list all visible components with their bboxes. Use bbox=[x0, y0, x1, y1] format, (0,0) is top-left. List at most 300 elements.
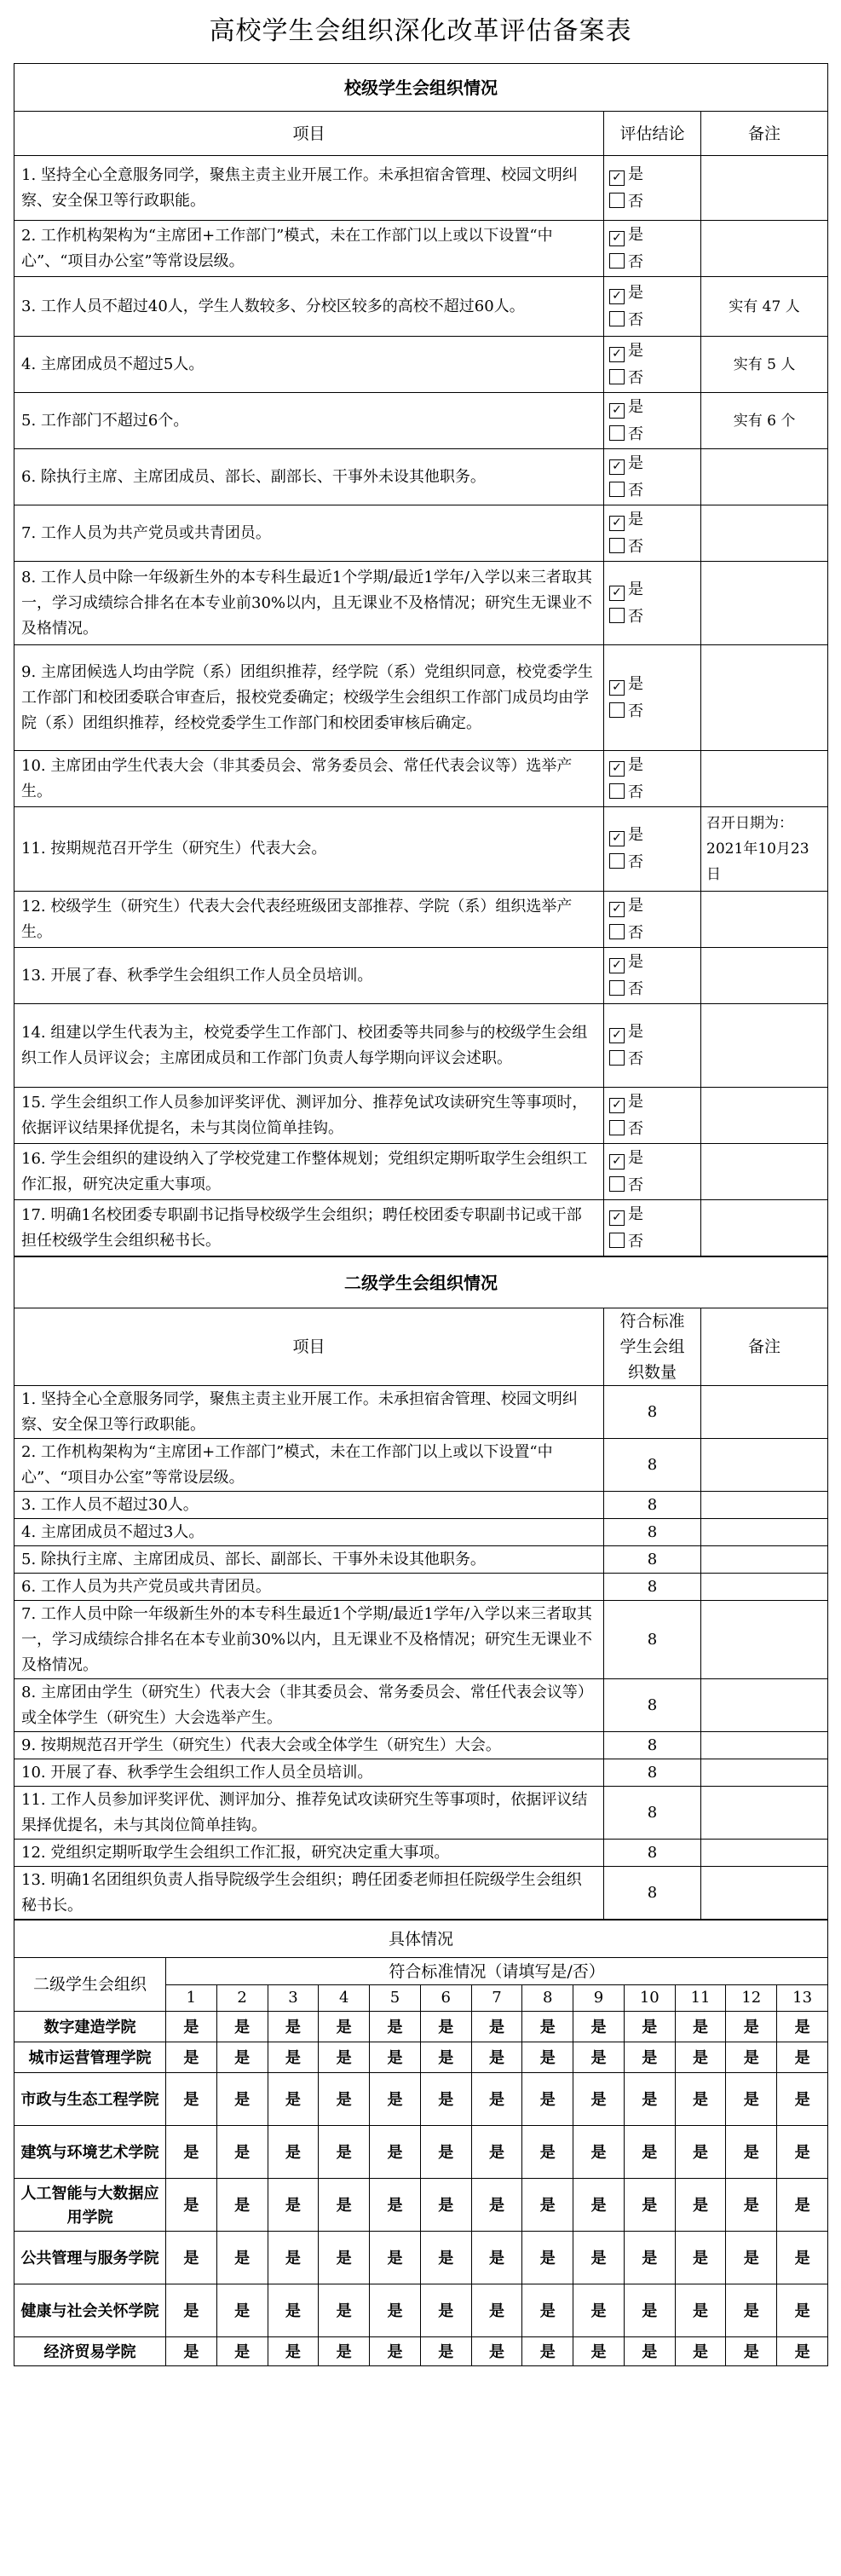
yes-label: 是 bbox=[628, 952, 643, 971]
section3-cell[interactable]: 是 bbox=[573, 2337, 625, 2366]
section3-cell[interactable]: 是 bbox=[726, 2126, 777, 2179]
section3-cell[interactable]: 是 bbox=[319, 2337, 370, 2366]
section3-cell[interactable]: 是 bbox=[319, 2126, 370, 2179]
section3-cell[interactable]: 是 bbox=[319, 2284, 370, 2337]
yes-option[interactable] bbox=[609, 576, 695, 604]
section1-row-eval bbox=[604, 562, 701, 645]
section3-cell[interactable]: 是 bbox=[573, 2042, 625, 2073]
section3-cell[interactable]: 是 bbox=[166, 2126, 217, 2179]
college-name: 健康与社会关怀学院 bbox=[14, 2284, 166, 2337]
section3-cell[interactable]: 是 bbox=[420, 2012, 471, 2042]
section2-title: 二级学生会组织情况 bbox=[14, 1257, 828, 1308]
section1-row-note bbox=[701, 1144, 828, 1200]
section2-row-text: 8. 主席团由学生（研究生）代表大会（非其委员会、常务委员会、常任代表会议等）或全体学生（研究生）大会选举产生。 bbox=[14, 1679, 604, 1732]
section1-row-note: 实有 5 人 bbox=[701, 337, 828, 393]
section2-row bbox=[14, 1679, 828, 1732]
no-option[interactable] bbox=[609, 779, 695, 806]
college-name: 公共管理与服务学院 bbox=[14, 2232, 166, 2284]
section1-row bbox=[14, 645, 828, 751]
section2-row-note bbox=[701, 1759, 828, 1787]
section3-cell[interactable]: 是 bbox=[370, 2012, 421, 2042]
section2-row-note bbox=[701, 1787, 828, 1840]
section3-title: 具体情况 bbox=[14, 1920, 828, 1958]
no-option[interactable] bbox=[609, 1046, 695, 1073]
checked-box-icon[interactable]: ✓ bbox=[609, 1028, 625, 1043]
section3-cell[interactable]: 是 bbox=[166, 2232, 217, 2284]
section1-row-eval bbox=[604, 1004, 701, 1088]
section1-row-text: 3. 工作人员不超过40人，学生人数较多、分校区较多的高校不超过60人。 bbox=[14, 277, 604, 337]
section3-cell[interactable]: 是 bbox=[166, 2284, 217, 2337]
section3-cell[interactable]: 是 bbox=[268, 2042, 319, 2073]
section3-cell[interactable]: 是 bbox=[522, 2012, 573, 2042]
unchecked-box-icon[interactable] bbox=[609, 1120, 625, 1135]
section3-row-header: 二级学生会组织 bbox=[14, 1958, 166, 2012]
unchecked-box-icon[interactable] bbox=[609, 1233, 625, 1248]
section3-cell[interactable]: 是 bbox=[675, 2179, 726, 2232]
section1-row-eval bbox=[604, 751, 701, 807]
section1-row-eval bbox=[604, 449, 701, 505]
checked-box-icon[interactable]: ✓ bbox=[609, 680, 625, 696]
no-option[interactable] bbox=[609, 365, 695, 392]
section1-row-text: 13. 开展了春、秋季学生会组织工作人员全员培训。 bbox=[14, 948, 604, 1004]
section1-row-note: 实有 6 个 bbox=[701, 393, 828, 449]
section3-cell[interactable]: 是 bbox=[420, 2126, 471, 2179]
yes-label: 是 bbox=[628, 826, 643, 844]
yes-option[interactable] bbox=[609, 161, 695, 188]
section3-cell[interactable]: 是 bbox=[166, 2012, 217, 2042]
section2-row-note bbox=[701, 1439, 828, 1492]
section1-row-eval bbox=[604, 1088, 701, 1144]
section1-row bbox=[14, 393, 828, 449]
checked-box-icon[interactable]: ✓ bbox=[609, 1210, 625, 1226]
section2-row-text: 9. 按期规范召开学生（研究生）代表大会或全体学生（研究生）大会。 bbox=[14, 1732, 604, 1759]
section3-cell[interactable]: 是 bbox=[573, 2284, 625, 2337]
section3-cell[interactable]: 是 bbox=[573, 2126, 625, 2179]
section2-row-note bbox=[701, 1840, 828, 1867]
section3-cell[interactable]: 是 bbox=[370, 2232, 421, 2284]
section3-cell[interactable]: 是 bbox=[777, 2126, 828, 2179]
no-option[interactable] bbox=[609, 249, 695, 276]
section3-col-number: 12 bbox=[726, 1985, 777, 2012]
section3-cell[interactable]: 是 bbox=[370, 2126, 421, 2179]
yes-option[interactable] bbox=[609, 222, 695, 249]
section3-cell[interactable]: 是 bbox=[319, 2012, 370, 2042]
section3-cell[interactable]: 是 bbox=[726, 2012, 777, 2042]
section1-row-note bbox=[701, 1200, 828, 1256]
yes-option[interactable] bbox=[609, 892, 695, 920]
section2-row bbox=[14, 1867, 828, 1920]
section3-cell[interactable]: 是 bbox=[573, 2073, 625, 2126]
section2-row bbox=[14, 1519, 828, 1546]
section2-row-text: 11. 工作人员参加评奖评优、测评加分、推荐免试攻读研究生等事项时，依据评议结果择优提名，未与其岗位简单挂钩。 bbox=[14, 1787, 604, 1840]
section2-row-count: 8 bbox=[604, 1759, 701, 1787]
section3-cell[interactable]: 是 bbox=[624, 2073, 675, 2126]
yes-option[interactable] bbox=[609, 822, 695, 849]
section2-row-count: 8 bbox=[604, 1574, 701, 1601]
section3-cell[interactable]: 是 bbox=[370, 2179, 421, 2232]
section3-cell[interactable]: 是 bbox=[471, 2126, 522, 2179]
section1-row-eval bbox=[604, 221, 701, 277]
yes-option[interactable] bbox=[609, 1089, 695, 1116]
section3-cell[interactable]: 是 bbox=[675, 2126, 726, 2179]
section3-cell[interactable]: 是 bbox=[166, 2179, 217, 2232]
section1-row-text: 9. 主席团候选人均由学院（系）团组织推荐，经学院（系）党组织同意，校党委学生工作部门和校团委联合审查后，报校党委确定；校级学生会组织工作部门成员均由学院（系）团组织推荐，经校党委学生工作部门和校团委审核后确定。 bbox=[14, 645, 604, 751]
section2-row-text: 12. 党组织定期听取学生会组织工作汇报，研究决定重大事项。 bbox=[14, 1840, 604, 1867]
detail-table bbox=[14, 1920, 828, 2366]
section3-col-number: 4 bbox=[319, 1985, 370, 2012]
section3-cell[interactable]: 是 bbox=[319, 2073, 370, 2126]
no-label: 否 bbox=[628, 979, 643, 998]
section3-cell[interactable]: 是 bbox=[726, 2284, 777, 2337]
section1-row-text: 8. 工作人员中除一年级新生外的本专科生最近1个学期/最近1学年/入学以来三者取其一，学习成绩综合排名在本专业前30%以内，且无课业不及格情况；研究生无课业不及格情况。 bbox=[14, 562, 604, 645]
checked-box-icon[interactable]: ✓ bbox=[609, 231, 625, 246]
section3-cell[interactable]: 是 bbox=[216, 2284, 268, 2337]
section1-row-text: 16. 学生会组织的建设纳入了学校党建工作整体规划；党组织定期听取学生会组织工作汇报，研究决定重大事项。 bbox=[14, 1144, 604, 1200]
section3-cell[interactable]: 是 bbox=[573, 2012, 625, 2042]
section3-cell[interactable]: 是 bbox=[522, 2337, 573, 2366]
checked-box-icon[interactable]: ✓ bbox=[609, 170, 625, 186]
unchecked-box-icon[interactable] bbox=[609, 369, 625, 384]
section3-cell[interactable]: 是 bbox=[726, 2232, 777, 2284]
section3-cell[interactable]: 是 bbox=[216, 2232, 268, 2284]
checked-box-icon[interactable]: ✓ bbox=[609, 902, 625, 917]
section1-row bbox=[14, 337, 828, 393]
section3-col-number: 13 bbox=[777, 1985, 828, 2012]
yes-option[interactable] bbox=[609, 450, 695, 477]
yes-option[interactable] bbox=[609, 1201, 695, 1228]
yes-label: 是 bbox=[628, 165, 643, 183]
section1-row-eval bbox=[604, 892, 701, 948]
college-name: 建筑与环境艺术学院 bbox=[14, 2126, 166, 2179]
unchecked-box-icon[interactable] bbox=[609, 538, 625, 553]
section1-row bbox=[14, 449, 828, 505]
no-label: 否 bbox=[628, 537, 643, 556]
section1-row bbox=[14, 277, 828, 337]
checked-box-icon[interactable]: ✓ bbox=[609, 289, 625, 304]
section3-cell[interactable]: 是 bbox=[777, 2012, 828, 2042]
section1-row-eval bbox=[604, 156, 701, 221]
section2-row-note bbox=[701, 1679, 828, 1732]
section3-cell[interactable]: 是 bbox=[166, 2073, 217, 2126]
section3-cell[interactable]: 是 bbox=[471, 2012, 522, 2042]
college-name: 经济贸易学院 bbox=[14, 2337, 166, 2366]
checked-box-icon[interactable]: ✓ bbox=[609, 516, 625, 531]
no-option[interactable] bbox=[609, 1172, 695, 1199]
section1-row-text: 10. 主席团由学生代表大会（非其委员会、常务委员会、常任代表会议等）选举产生。 bbox=[14, 751, 604, 807]
no-option[interactable] bbox=[609, 421, 695, 448]
yes-option[interactable] bbox=[609, 1019, 695, 1046]
section3-cell[interactable]: 是 bbox=[216, 2012, 268, 2042]
section3-cell[interactable]: 是 bbox=[624, 2232, 675, 2284]
section3-cell[interactable]: 是 bbox=[777, 2073, 828, 2126]
section3-cell[interactable]: 是 bbox=[522, 2179, 573, 2232]
section3-college-row bbox=[14, 2126, 828, 2179]
section1-row bbox=[14, 948, 828, 1004]
section1-row-eval bbox=[604, 807, 701, 892]
section1-row-text: 7. 工作人员为共产党员或共青团员。 bbox=[14, 505, 604, 562]
checked-box-icon[interactable]: ✓ bbox=[609, 586, 625, 601]
unchecked-box-icon[interactable] bbox=[609, 425, 625, 441]
section3-cell[interactable]: 是 bbox=[370, 2337, 421, 2366]
section2-row-text: 1. 坚持全心全意服务同学，聚焦主责主业开展工作。未承担宿舍管理、校园文明纠察、安全保卫等行政职能。 bbox=[14, 1386, 604, 1439]
section1-row-note bbox=[701, 505, 828, 562]
section1-row-note bbox=[701, 892, 828, 948]
section3-cell[interactable]: 是 bbox=[471, 2337, 522, 2366]
checked-box-icon[interactable]: ✓ bbox=[609, 958, 625, 973]
section3-cell[interactable]: 是 bbox=[726, 2337, 777, 2366]
checked-box-icon[interactable]: ✓ bbox=[609, 403, 625, 419]
section3-cell[interactable]: 是 bbox=[268, 2284, 319, 2337]
section2-row-count: 8 bbox=[604, 1439, 701, 1492]
no-option[interactable] bbox=[609, 976, 695, 1003]
no-option[interactable] bbox=[609, 307, 695, 334]
section2-row bbox=[14, 1386, 828, 1439]
yes-option[interactable] bbox=[609, 752, 695, 779]
section3-cell[interactable]: 是 bbox=[675, 2284, 726, 2337]
section3-cell[interactable]: 是 bbox=[624, 2126, 675, 2179]
no-label: 否 bbox=[628, 192, 643, 211]
section1-row-note bbox=[701, 645, 828, 751]
checked-box-icon[interactable]: ✓ bbox=[609, 459, 625, 475]
section3-cell[interactable]: 是 bbox=[268, 2232, 319, 2284]
section3-cell[interactable]: 是 bbox=[522, 2126, 573, 2179]
no-option[interactable] bbox=[609, 534, 695, 561]
yes-label: 是 bbox=[628, 1204, 643, 1223]
yes-label: 是 bbox=[628, 510, 643, 528]
section1-row-eval bbox=[604, 1200, 701, 1256]
section1-row-eval bbox=[604, 337, 701, 393]
section3-cell[interactable]: 是 bbox=[216, 2042, 268, 2073]
section3-cell[interactable]: 是 bbox=[370, 2073, 421, 2126]
section2-row bbox=[14, 1787, 828, 1840]
section3-cell[interactable]: 是 bbox=[777, 2042, 828, 2073]
section1-row-text: 17. 明确1名校团委专职副书记指导校级学生会组织；聘任校团委专职副书记或干部担任校级学生会组织秘书长。 bbox=[14, 1200, 604, 1256]
section3-cell[interactable]: 是 bbox=[166, 2337, 217, 2366]
section3-cell[interactable]: 是 bbox=[268, 2012, 319, 2042]
section3-cell[interactable]: 是 bbox=[420, 2042, 471, 2073]
yes-option[interactable] bbox=[609, 506, 695, 534]
unchecked-box-icon[interactable] bbox=[609, 924, 625, 939]
section3-cell[interactable]: 是 bbox=[216, 2337, 268, 2366]
section2-row-text: 13. 明确1名团组织负责人指导院级学生会组织；聘任团委老师担任院级学生会组织秘书长。 bbox=[14, 1867, 604, 1920]
no-label: 否 bbox=[628, 310, 643, 329]
section3-cell[interactable]: 是 bbox=[522, 2284, 573, 2337]
section3-cell[interactable]: 是 bbox=[216, 2073, 268, 2126]
section1-row-note bbox=[701, 449, 828, 505]
no-label: 否 bbox=[628, 368, 643, 387]
section3-cell[interactable]: 是 bbox=[471, 2073, 522, 2126]
section3-cell[interactable]: 是 bbox=[420, 2337, 471, 2366]
yes-option[interactable] bbox=[609, 280, 695, 307]
unchecked-box-icon[interactable] bbox=[609, 853, 625, 869]
section3-cell[interactable]: 是 bbox=[268, 2337, 319, 2366]
section2-row-note bbox=[701, 1492, 828, 1519]
section2-row-note bbox=[701, 1574, 828, 1601]
section3-cell[interactable]: 是 bbox=[624, 2179, 675, 2232]
unchecked-box-icon[interactable] bbox=[609, 193, 625, 208]
section3-cell[interactable]: 是 bbox=[624, 2012, 675, 2042]
no-label: 否 bbox=[628, 853, 643, 871]
section3-cell[interactable]: 是 bbox=[319, 2232, 370, 2284]
section3-cell[interactable]: 是 bbox=[675, 2073, 726, 2126]
yes-option[interactable] bbox=[609, 949, 695, 976]
yes-option[interactable] bbox=[609, 1145, 695, 1172]
section3-cell[interactable]: 是 bbox=[420, 2179, 471, 2232]
unchecked-box-icon[interactable] bbox=[609, 783, 625, 799]
section3-cell[interactable]: 是 bbox=[471, 2284, 522, 2337]
section3-cell[interactable]: 是 bbox=[420, 2073, 471, 2126]
section3-cell[interactable]: 是 bbox=[522, 2232, 573, 2284]
section1-row-note bbox=[701, 948, 828, 1004]
section2-row-text: 6. 工作人员为共产党员或共青团员。 bbox=[14, 1574, 604, 1601]
section3-col-number: 9 bbox=[573, 1985, 625, 2012]
no-option[interactable] bbox=[609, 1116, 695, 1143]
section3-college-row bbox=[14, 2042, 828, 2073]
no-label: 否 bbox=[628, 481, 643, 500]
section3-cell[interactable]: 是 bbox=[573, 2232, 625, 2284]
checked-box-icon[interactable]: ✓ bbox=[609, 347, 625, 362]
section1-row bbox=[14, 1088, 828, 1144]
section3-cell[interactable]: 是 bbox=[166, 2042, 217, 2073]
section1-row-text: 1. 坚持全心全意服务同学，聚焦主责主业开展工作。未承担宿舍管理、校园文明纠察、安全保卫等行政职能。 bbox=[14, 156, 604, 221]
section1-row-text: 14. 组建以学生代表为主，校党委学生工作部门、校团委等共同参与的校级学生会组织工作人员评议会；主席团成员和工作部门负责人每学期向评议会述职。 bbox=[14, 1004, 604, 1088]
section1-row-text: 11. 按期规范召开学生（研究生）代表大会。 bbox=[14, 807, 604, 892]
no-option[interactable] bbox=[609, 920, 695, 947]
section3-cell[interactable]: 是 bbox=[675, 2012, 726, 2042]
section3-cell[interactable]: 是 bbox=[726, 2042, 777, 2073]
section1-row bbox=[14, 505, 828, 562]
section2-row-count: 8 bbox=[604, 1601, 701, 1679]
college-name: 城市运营管理学院 bbox=[14, 2042, 166, 2073]
no-label: 否 bbox=[628, 1175, 643, 1194]
college-name: 数字建造学院 bbox=[14, 2012, 166, 2042]
no-option[interactable] bbox=[609, 188, 695, 216]
section3-cell[interactable]: 是 bbox=[268, 2179, 319, 2232]
yes-option[interactable] bbox=[609, 671, 695, 698]
section1-row-note bbox=[701, 156, 828, 221]
section3-college-row bbox=[14, 2232, 828, 2284]
section3-cell[interactable]: 是 bbox=[624, 2337, 675, 2366]
section3-col-number: 5 bbox=[370, 1985, 421, 2012]
section1-row-note: 实有 47 人 bbox=[701, 277, 828, 337]
yes-label: 是 bbox=[628, 1022, 643, 1041]
unchecked-box-icon[interactable] bbox=[609, 253, 625, 269]
section3-cell[interactable]: 是 bbox=[675, 2042, 726, 2073]
section3-cell[interactable]: 是 bbox=[420, 2284, 471, 2337]
no-label: 否 bbox=[628, 702, 643, 720]
section3-college-row bbox=[14, 2179, 828, 2232]
section3-cell[interactable]: 是 bbox=[777, 2337, 828, 2366]
no-label: 否 bbox=[628, 425, 643, 443]
no-label: 否 bbox=[628, 252, 643, 271]
section2-row-count: 8 bbox=[604, 1679, 701, 1732]
section3-cell[interactable]: 是 bbox=[777, 2232, 828, 2284]
section3-cell[interactable]: 是 bbox=[319, 2179, 370, 2232]
section2-row-text: 5. 除执行主席、主席团成员、部长、副部长、干事外未设其他职务。 bbox=[14, 1546, 604, 1574]
section3-cell[interactable]: 是 bbox=[777, 2179, 828, 2232]
section3-cell[interactable]: 是 bbox=[522, 2073, 573, 2126]
section1-row bbox=[14, 1144, 828, 1200]
section2-row-text: 3. 工作人员不超过30人。 bbox=[14, 1492, 604, 1519]
yes-option[interactable] bbox=[609, 338, 695, 365]
unchecked-box-icon[interactable] bbox=[609, 980, 625, 996]
section3-cell[interactable]: 是 bbox=[471, 2232, 522, 2284]
section3-col-number: 10 bbox=[624, 1985, 675, 2012]
no-option[interactable] bbox=[609, 849, 695, 876]
section3-col-number: 7 bbox=[471, 1985, 522, 2012]
section1-row-text: 2. 工作机构架构为“主席团+工作部门”模式，未在工作部门以上或以下设置“中心”、“项目办公室”等常设层级。 bbox=[14, 221, 604, 277]
checked-box-icon[interactable]: ✓ bbox=[609, 1098, 625, 1113]
section2-row bbox=[14, 1546, 828, 1574]
section3-cell[interactable]: 是 bbox=[471, 2042, 522, 2073]
section3-cell[interactable]: 是 bbox=[370, 2042, 421, 2073]
no-label: 否 bbox=[628, 1119, 643, 1138]
section3-cell[interactable]: 是 bbox=[573, 2179, 625, 2232]
section3-cell[interactable]: 是 bbox=[268, 2126, 319, 2179]
section3-college-row bbox=[14, 2073, 828, 2126]
section1-row-text: 6. 除执行主席、主席团成员、部长、副部长、干事外未设其他职务。 bbox=[14, 449, 604, 505]
no-option[interactable] bbox=[609, 604, 695, 631]
no-option[interactable] bbox=[609, 698, 695, 725]
yes-label: 是 bbox=[628, 1148, 643, 1167]
college-level-table bbox=[14, 1256, 828, 1920]
section3-cell[interactable]: 是 bbox=[624, 2042, 675, 2073]
unchecked-box-icon[interactable] bbox=[609, 608, 625, 623]
checked-box-icon[interactable]: ✓ bbox=[609, 831, 625, 846]
section3-cell[interactable]: 是 bbox=[268, 2073, 319, 2126]
section1-row-note bbox=[701, 1004, 828, 1088]
section3-college-row bbox=[14, 2012, 828, 2042]
section2-row-note bbox=[701, 1386, 828, 1439]
yes-label: 是 bbox=[628, 755, 643, 774]
section3-cell[interactable]: 是 bbox=[624, 2284, 675, 2337]
section3-cell[interactable]: 是 bbox=[726, 2073, 777, 2126]
no-label: 否 bbox=[628, 1049, 643, 1068]
section3-cell[interactable]: 是 bbox=[675, 2337, 726, 2366]
section3-cell[interactable]: 是 bbox=[216, 2126, 268, 2179]
unchecked-box-icon[interactable] bbox=[609, 482, 625, 497]
section2-row bbox=[14, 1840, 828, 1867]
section3-cell[interactable]: 是 bbox=[216, 2179, 268, 2232]
unchecked-box-icon[interactable] bbox=[609, 702, 625, 718]
section3-col-number: 1 bbox=[166, 1985, 217, 2012]
unchecked-box-icon[interactable] bbox=[609, 311, 625, 326]
checked-box-icon[interactable]: ✓ bbox=[609, 1154, 625, 1170]
section3-cell[interactable]: 是 bbox=[726, 2179, 777, 2232]
no-option[interactable] bbox=[609, 1228, 695, 1256]
section1-row-text: 5. 工作部门不超过6个。 bbox=[14, 393, 604, 449]
section3-cell[interactable]: 是 bbox=[420, 2232, 471, 2284]
section1-row-text: 12. 校级学生（研究生）代表大会代表经班级团支部推荐、学院（系）组织选举产生。 bbox=[14, 892, 604, 948]
section3-cell[interactable]: 是 bbox=[522, 2042, 573, 2073]
unchecked-box-icon[interactable] bbox=[609, 1050, 625, 1066]
section2-row-count: 8 bbox=[604, 1546, 701, 1574]
checked-box-icon[interactable]: ✓ bbox=[609, 761, 625, 777]
section2-row-text: 4. 主席团成员不超过3人。 bbox=[14, 1519, 604, 1546]
section1-row-eval bbox=[604, 277, 701, 337]
yes-label: 是 bbox=[628, 397, 643, 416]
section1-row-text: 15. 学生会组织工作人员参加评奖评优、测评加分、推荐免试攻读研究生等事项时，依据评议结果择优提名，未与其岗位简单挂钩。 bbox=[14, 1088, 604, 1144]
section1-row-eval bbox=[604, 948, 701, 1004]
section3-cell[interactable]: 是 bbox=[319, 2042, 370, 2073]
no-option[interactable] bbox=[609, 477, 695, 505]
unchecked-box-icon[interactable] bbox=[609, 1176, 625, 1192]
section3-cell[interactable]: 是 bbox=[471, 2179, 522, 2232]
section3-cell[interactable]: 是 bbox=[777, 2284, 828, 2337]
yes-option[interactable] bbox=[609, 394, 695, 421]
section3-cell[interactable]: 是 bbox=[675, 2232, 726, 2284]
section3-cell[interactable]: 是 bbox=[370, 2284, 421, 2337]
